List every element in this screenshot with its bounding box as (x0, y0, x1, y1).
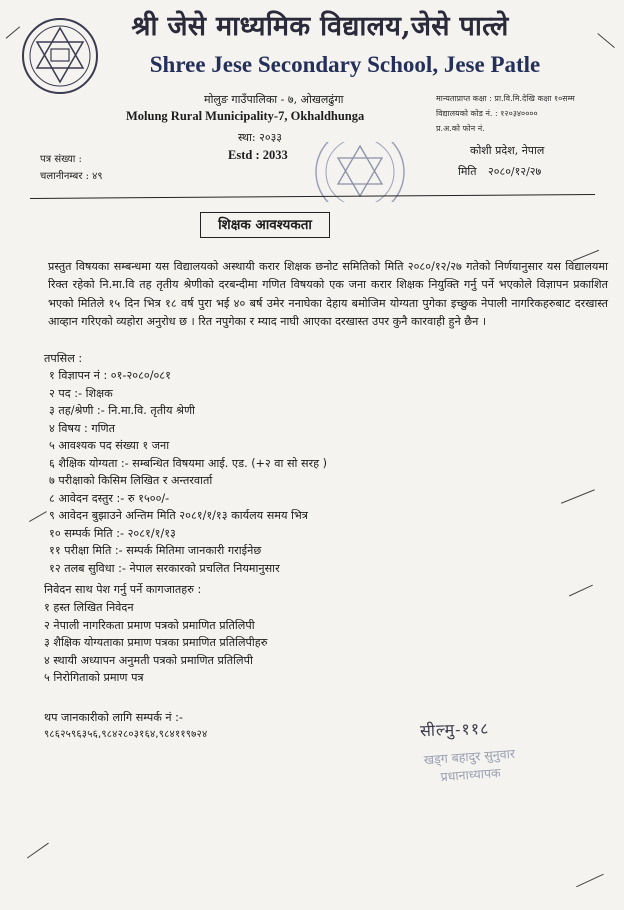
school-name-english: Shree Jese Secondary School, Jese Patle (149, 52, 541, 77)
details-heading: तपसिल : (44, 352, 83, 365)
scan-mark (569, 585, 593, 597)
list-item: ११ परीक्षा मिति :- सम्पर्क मितिमा जानकारी गराईनेछ (49, 544, 262, 557)
scan-mark (6, 26, 21, 39)
list-item: ८ आवेदन दस्तुर :- रु १५००/- (49, 491, 170, 505)
list-item: ६ शैक्षिक योग्यता :- सम्बन्धित विषयमा आई. एड. (+२ वा सो सरह ) (49, 456, 328, 470)
list-item: ४ विषय : गणित (49, 421, 115, 435)
list-item: ५ निरोगिताको प्रमाण पत्र (44, 671, 144, 684)
list-item: १ विज्ञापन नं : ०१-२०८०/०८१ (49, 369, 171, 382)
list-item: १० सम्पर्क मिति :- २०८१/१/१३ (49, 526, 176, 540)
municipality-english: Molung Rural Municipality-7, Okhaldhunga (126, 109, 365, 123)
signatory-title: प्रधानाध्यापक (440, 764, 502, 785)
list-item: २ नेपाली नागरिकता प्रमाण पत्रको प्रमाणित प्रतिलिपी (44, 618, 255, 632)
list-item: ५ आवश्यक पद संख्या १ जना (49, 439, 170, 452)
scan-mark (597, 33, 615, 48)
details-list (49, 367, 327, 577)
handwritten-signature: सील्मु-११८ (419, 718, 490, 741)
notice-body: प्रस्तुत विषयका सम्बन्धमा यस विद्यालयको अस्थायी करार शिक्षक छनोट समितिको मिति २०८०/१२/२७ गतेको निर्णयानुसार यस विद्यालयमा रिक्त रहेको नि.मा.वि तह तृतीय श्रेणीको दरबन्दीमा गणित विषयको एक जना करार शिक्षक नियुक्ति गर्नु पर्ने भएकोले विज्ञापन प्रकाशित भएको मितिले १५ दिन भित्र १८ वर्ष पुरा भई ४० बर्ष उमेर ननाघेका देहाय बमोजिम योग्यता पुगेका इच्छुक नेपाली नागरिकहरुबाट दरखास्त आव्हान गरिएको व्यहोरा अनुरोध छ । रित नपुगेका र म्याद नाघी आएका दरखास्त उपर कुनै कारवाही हुने छैन । (48, 260, 608, 329)
established-english: Estd : 2033 (228, 148, 288, 162)
scan-mark (27, 843, 49, 859)
established-nepali: स्था: २०३३ (238, 131, 283, 144)
date-value: २०८०/१२/२७ (488, 165, 542, 178)
scan-mark (29, 511, 47, 522)
head-teacher-phone: प्र.अ.को फोन नं. (436, 124, 485, 133)
reference-number: पत्र संख्या : (40, 154, 82, 165)
dispatch-number: चलानीनम्बर : ४९ (40, 171, 103, 182)
date-line (458, 164, 541, 179)
list-item: २ पद :- शिक्षक (49, 386, 113, 400)
list-item: ९ आवेदन बुझाउने अन्तिम मिति २०८१/१/१३ कार्यलय समय भित्र (49, 509, 308, 522)
school-code: विद्यालयको कोड नं. : १२०३४०००० (436, 109, 538, 118)
list-item: १ हस्त लिखित निवेदन (44, 601, 134, 614)
municipality-nepali: मोलुङ गाउँपालिका - ७, ओखलढुंगा (204, 93, 344, 106)
scan-mark (561, 489, 595, 504)
province: कोशी प्रदेश, नेपाल (470, 144, 545, 157)
date-label: मिति (458, 165, 477, 178)
recognition-info: मान्यताप्राप्त कक्षा : प्रा.वि.मि.देखि कक्षा १०सम्म (436, 94, 575, 103)
documents-list (44, 599, 267, 687)
documents-heading: निवेदन साथ पेश गर्नु पर्ने कागजातहरु : (44, 583, 202, 596)
notice-title: शिक्षक आवश्यकता (200, 212, 330, 238)
contact-numbers: ९८६२५९६३५६,९८४२८०३१६४,९८४११९७२४ (44, 729, 208, 740)
scan-mark (576, 874, 604, 888)
list-item: ३ शैक्षिक योग्यताका प्रमाण पत्रका प्रमाणित प्रतिलिपीहरु (44, 636, 268, 649)
signatory-stamp (394, 743, 546, 789)
list-item: ७ परीक्षाको किसिम लिखित र अन्तरवार्ता (49, 474, 213, 487)
contact-label: थप जानकारीको लागि सम्पर्क नं :- (44, 711, 183, 724)
list-item: १२ तलब सुविधा :- नेपाल सरकारको प्रचलित नियमानुसार (49, 561, 280, 575)
list-item: ४ स्थायी अध्यापन अनुमती पत्रको प्रमाणित प्रतिलिपी (44, 653, 253, 667)
school-name-nepali: श्री जेसे माध्यमिक विद्यालय,जेसे पात्ले (131, 11, 509, 42)
list-item: ३ तह/श्रेणी :- नि.मा.वि. तृतीय श्रेणी (49, 404, 195, 417)
signatory-name: खड्ग बहादुर सुनुवार (423, 745, 516, 768)
